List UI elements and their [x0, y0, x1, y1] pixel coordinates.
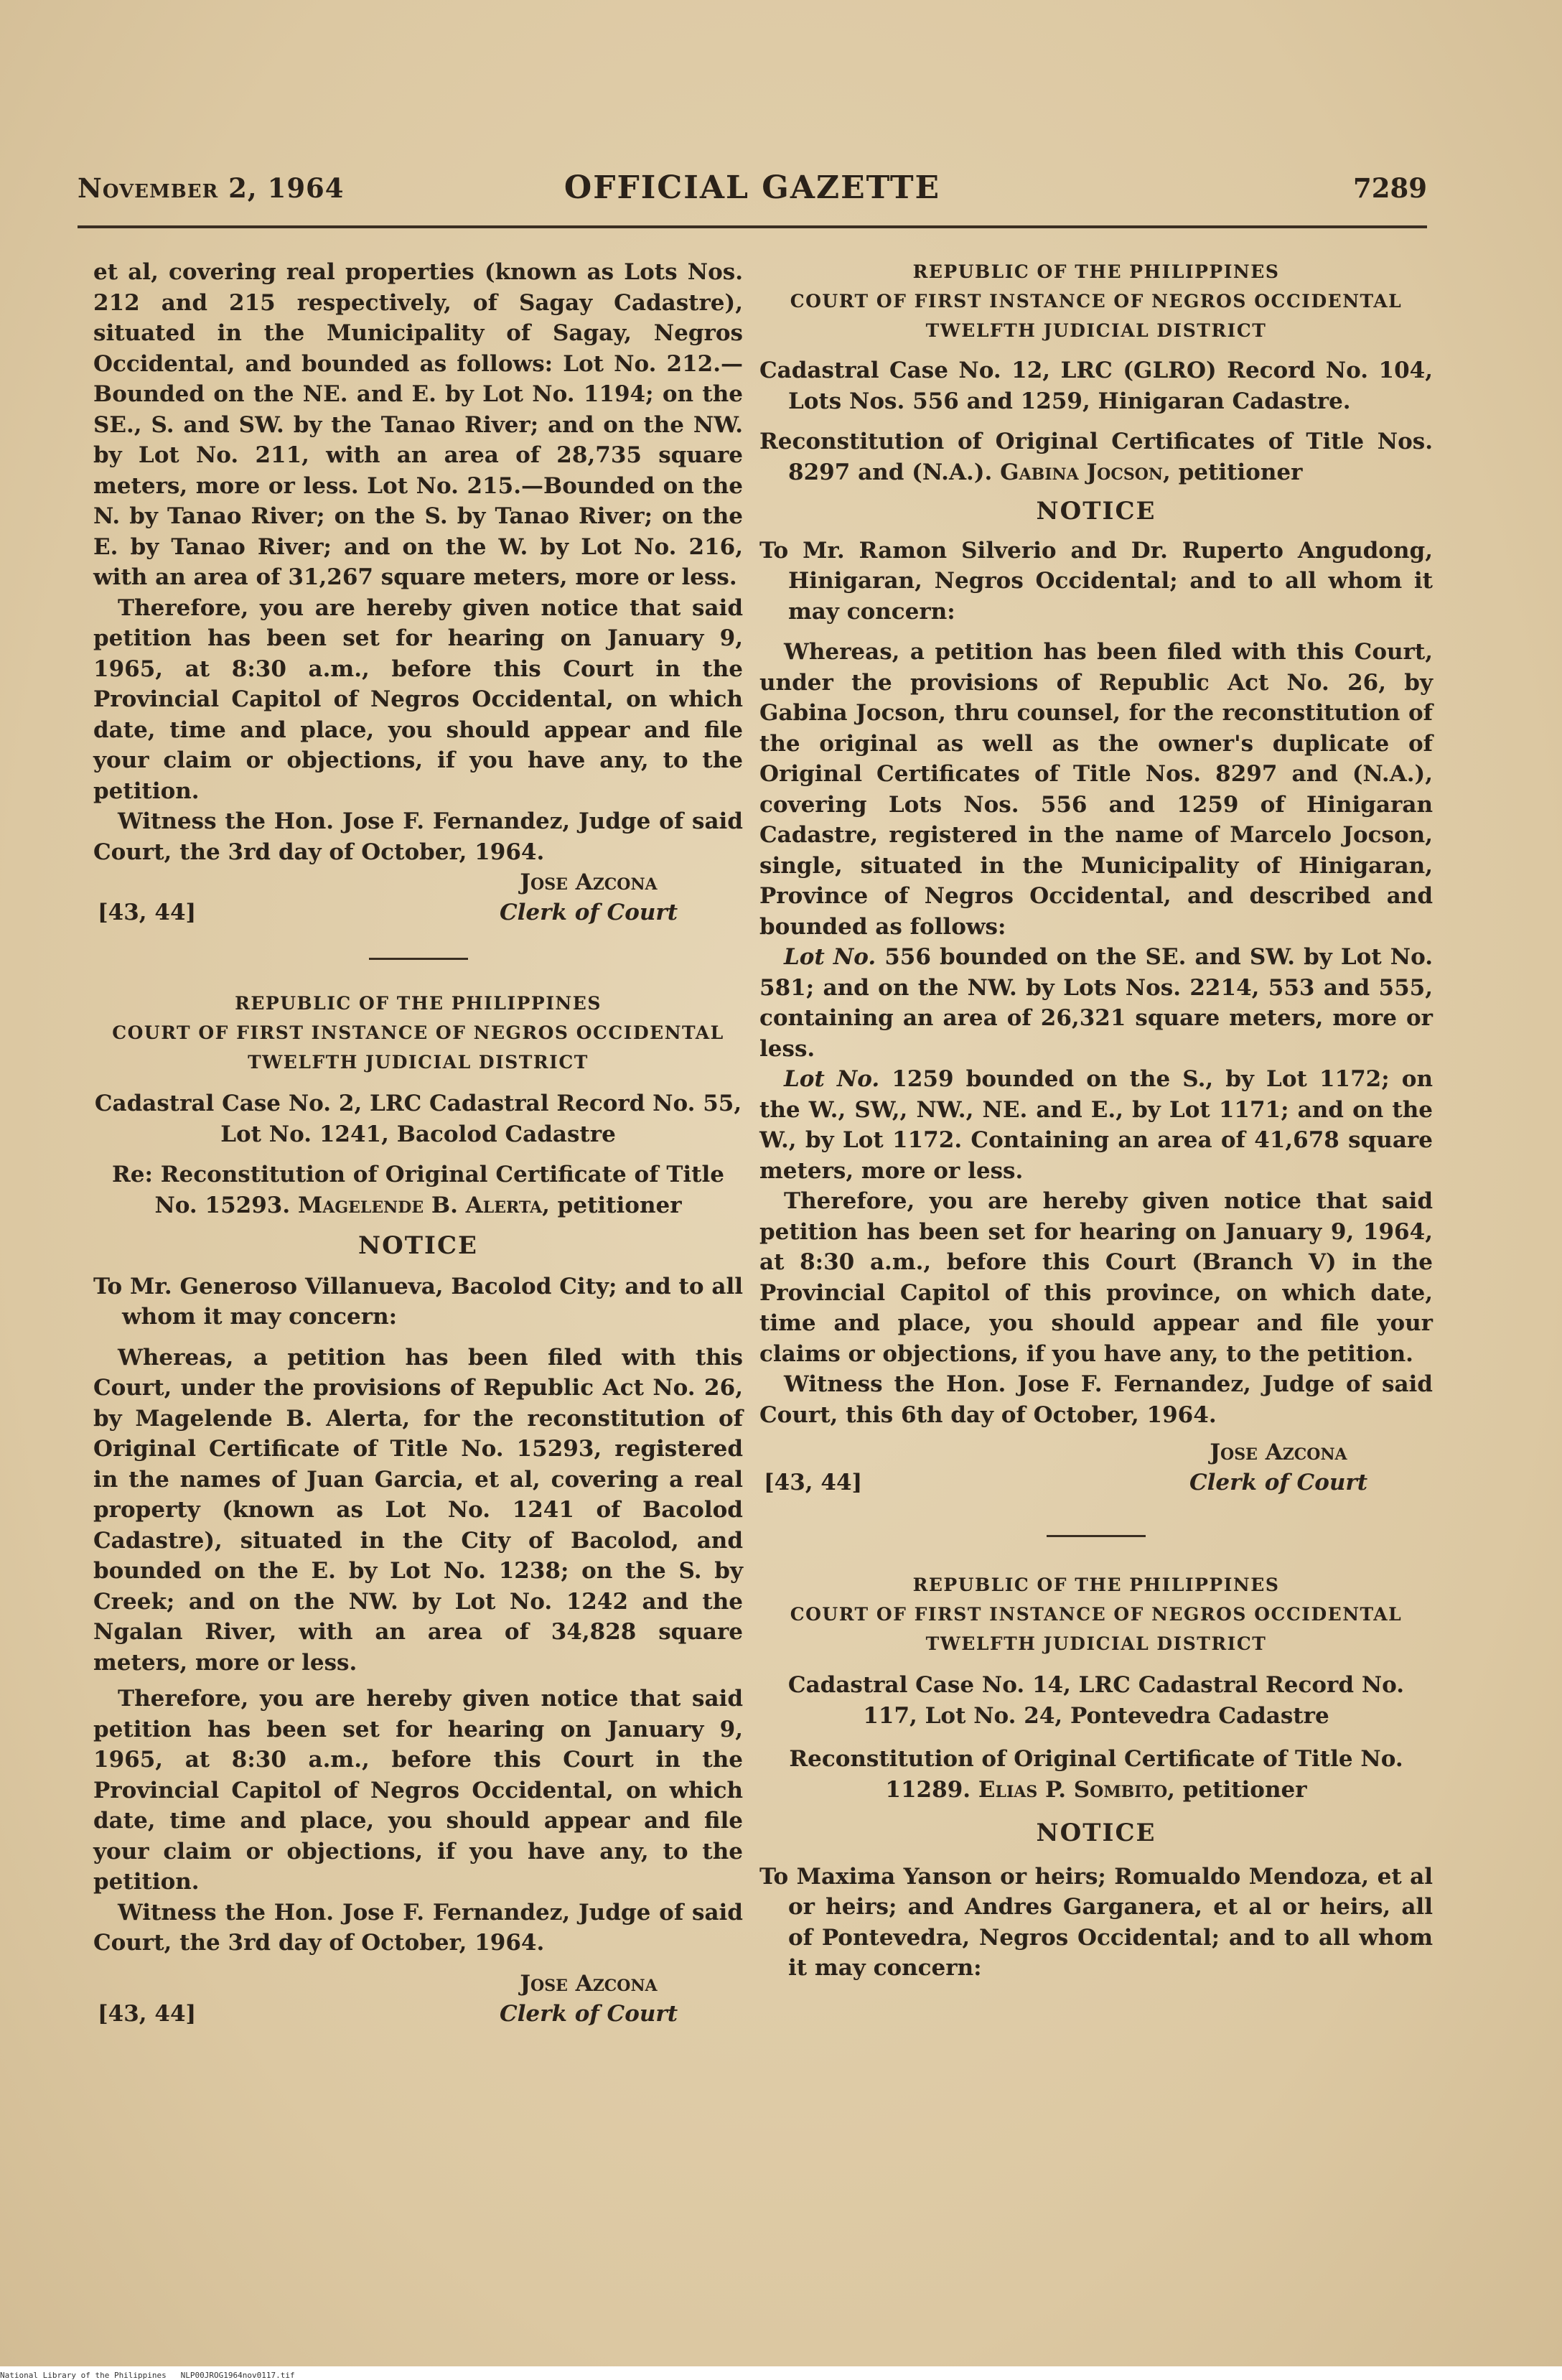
notice-title: NOTICE	[1036, 497, 1156, 526]
petitioner-suffix: , petitioner	[1163, 459, 1303, 485]
lot-label: Lot No.	[784, 944, 876, 970]
left-column	[93, 257, 743, 2030]
issue-numbers: [43, 44]	[764, 1470, 863, 1495]
notice-title: NOTICE	[1036, 1819, 1156, 1847]
petitioner-name: Magelende B. Alerta	[297, 1192, 543, 1218]
page-header	[78, 167, 1427, 218]
lot-text: 556 bounded on the SE. and SW. by Lot No. 581; and on the NW. by Lots Nos. 2214, 553 and 555, containing an area of 26,321 square meters, more or less.	[759, 944, 1433, 1062]
petitioner-name: Elias P. Sombito	[978, 1776, 1168, 1803]
header-rule	[78, 225, 1427, 228]
notice-heading-court: COURT OF FIRST INSTANCE OF NEGROS OCCIDENTAL	[112, 1022, 724, 1043]
footer-source: National Library of the Philippines	[0, 2371, 167, 2380]
witness-paragraph: Witness the Hon. Jose F. Fernandez, Judge of said Court, the 3rd day of October, 1964.	[93, 808, 743, 865]
therefore-paragraph: Therefore, you are hereby given notice that said petition has been set for hearing on January 9, 1965, at 8:30 a.m., before this Court in the Provincial Capitol of Negros Occidental, on which date, time and place, you should appear and file your claim or objections, if you have any, to the petition.	[93, 594, 743, 804]
publication-title: OFFICIAL GAZETTE	[563, 169, 941, 206]
reconstitution-text: Re: Reconstitution of Original Certificate of Title No. 15293.	[112, 1162, 724, 1218]
therefore-paragraph: Therefore, you are hereby given notice that said petition has been set for hearing on January 9, 1965, at 8:30 a.m., before this Court in the Provincial Capitol of Negros Occidental, on which date, time and place, you should appear and file your claim or objections, if you have any, to the petition.	[93, 1686, 743, 1895]
lot-label: Lot No.	[784, 1066, 880, 1092]
notice-section	[759, 1570, 1433, 1984]
notice-addressee: To Maxima Yanson or heirs; Romualdo Mendoza, et al or heirs; and Andres Garganera, et al or heirs, all of Pontevedra, Negros Occidental; and to all whom it may concern:	[759, 1863, 1433, 1981]
notice-addressee: To Mr. Ramon Silverio and Dr. Ruperto Angudong, Hinigaran, Negros Occidental; and to all whom it may concern:	[759, 537, 1433, 625]
reconstitution-text: Reconstitution of Original Certificate of Title No. 11289.	[789, 1746, 1403, 1803]
signatory-name: Jose Azcona	[520, 869, 658, 895]
reconstitution-caption	[93, 1159, 743, 1221]
case-caption: Cadastral Case No. 14, LRC Cadastral Record No. 117, Lot No. 24, Pontevedra Cadastre	[787, 1672, 1405, 1729]
notice-heading-republic: REPUBLIC OF THE PHILIPPINES	[235, 993, 602, 1014]
signatory-name: Jose Azcona	[520, 1970, 658, 1997]
issue-numbers: [43, 44]	[98, 2000, 197, 2027]
notice-section	[93, 989, 743, 2030]
reconstitution-caption	[759, 1744, 1433, 1805]
witness-paragraph: Witness the Hon. Jose F. Fernandez, Judge of said Court, this 6th day of October, 1964.	[759, 1371, 1433, 1428]
lot-description	[759, 942, 1433, 1064]
therefore-paragraph: Therefore, you are hereby given notice that said petition has been set for hearing on January 9, 1964, at 8:30 a.m., before this Court (Branch V) in the Provincial Capitol of this province, on which date, time and place, you should appear and file your claims or objections, if you have any, to the petition.	[759, 1188, 1433, 1367]
notice-heading-court: COURT OF FIRST INSTANCE OF NEGROS OCCIDENTAL	[790, 1604, 1403, 1625]
issue-numbers: [43, 44]	[98, 900, 197, 925]
signature-block	[93, 1969, 743, 2030]
reconstitution-text: Reconstitution of Original Certificates of Title Nos. 8297 and (N.A.).	[759, 429, 1433, 485]
issue-date: November 2, 1964	[78, 172, 345, 204]
witness-paragraph: Witness the Hon. Jose F. Fernandez, Judge of said Court, the 3rd day of October, 1964.	[93, 1899, 743, 1956]
notice-heading-republic: REPUBLIC OF THE PHILIPPINES	[912, 1574, 1280, 1595]
section-divider	[1047, 1535, 1146, 1537]
scan-footer	[0, 2371, 295, 2380]
case-caption: Cadastral Case No. 2, LRC Cadastral Record No. 55, Lot No. 1241, Bacolod Cadastre	[94, 1091, 742, 1147]
signature-block	[759, 1437, 1433, 1499]
signatory-role: Clerk of Court	[499, 900, 678, 925]
petitioner-suffix: , petitioner	[542, 1192, 682, 1218]
right-column	[759, 257, 1433, 1984]
notice-heading-republic: REPUBLIC OF THE PHILIPPINES	[912, 261, 1280, 282]
notice-heading-district: TWELFTH JUDICIAL DISTRICT	[925, 1633, 1267, 1654]
notice-section	[759, 257, 1433, 1499]
signatory-name: Jose Azcona	[1210, 1439, 1347, 1465]
page-number: 7289	[1353, 172, 1427, 204]
reconstitution-caption	[759, 426, 1433, 487]
lot-text: 1259 bounded on the S., by Lot 1172; on the W., SW,, NW., NE. and E., by Lot 1171; and on the W., by Lot 1172. Containing an area of 41,678 square meters, more or less.	[759, 1066, 1433, 1184]
signatory-role: Clerk of Court	[1189, 1470, 1368, 1495]
signatory-role: Clerk of Court	[499, 2000, 678, 2027]
continued-paragraph: et al, covering real properties (known as Lots Nos. 212 and 215 respectively, of Sagay Cadastre), situated in the Municipality of Sagay, Negros Occidental, and bounded as follows: Lot No. 212.— Bounded on the NE. and E. by Lot No. 1194; on the SE., S. and SW. by the Tanao River; and on the NW. by Lot No. 211, with an area of 28,735 square meters, more or less. Lot No. 215.—Bounded on the N. by Tanao River; on the S. by Tanao River; on the E. by Tanao River; and on the W. by Lot No. 216, with an area of 31,267 square meters, more or less.	[93, 259, 743, 590]
whereas-paragraph: Whereas, a petition has been filed with this Court, under the provisions of Republic Act No. 26, by Gabina Jocson, thru counsel, for the reconstitution of the original as well as the owner's duplicate of Original Certificates of Title Nos. 8297 and (N.A.), covering Lots Nos. 556 and 1259 of Hinigaran Cadastre, registered in the name of Marcelo Jocson, single, situated in the Municipality of Hinigaran, Province of Negros Occidental, and described and bounded as follows:	[759, 639, 1433, 940]
petitioner-suffix: , petitioner	[1167, 1776, 1307, 1803]
whereas-paragraph: Whereas, a petition has been filed with this Court, under the provisions of Republic Act No. 26, by Magelende B. Alerta, for the reconstitution of Original Certificate of Title No. 15293, registered in the names of Juan Garcia, et al, covering a real property (known as Lot No. 1241 of Bacolod Cadastre), situated in the City of Bacolod, and bounded on the E. by Lot No. 1238; on the S. by Creek; and on the NW. by Lot No. 1242 and the Ngalan River, with an area of 34,828 square meters, more or less.	[93, 1344, 743, 1676]
notice-heading-court: COURT OF FIRST INSTANCE OF NEGROS OCCIDENTAL	[790, 291, 1403, 312]
case-caption: Cadastral Case No. 12, LRC (GLRO) Record No. 104, Lots Nos. 556 and 1259, Hinigaran Cadastre.	[759, 358, 1433, 414]
petitioner-name: Gabina Jocson	[1000, 459, 1163, 485]
notice-addressee: To Mr. Generoso Villanueva, Bacolod City; and to all whom it may concern:	[93, 1273, 743, 1330]
section-divider	[369, 958, 468, 960]
signature-block	[93, 867, 743, 929]
lot-description	[759, 1064, 1433, 1186]
notice-title: NOTICE	[358, 1231, 478, 1260]
footer-file: NLP00JROG1964nov0117.tif	[180, 2371, 295, 2380]
notice-heading-district: TWELFTH JUDICIAL DISTRICT	[925, 320, 1267, 341]
notice-heading-district: TWELFTH JUDICIAL DISTRICT	[248, 1052, 589, 1073]
